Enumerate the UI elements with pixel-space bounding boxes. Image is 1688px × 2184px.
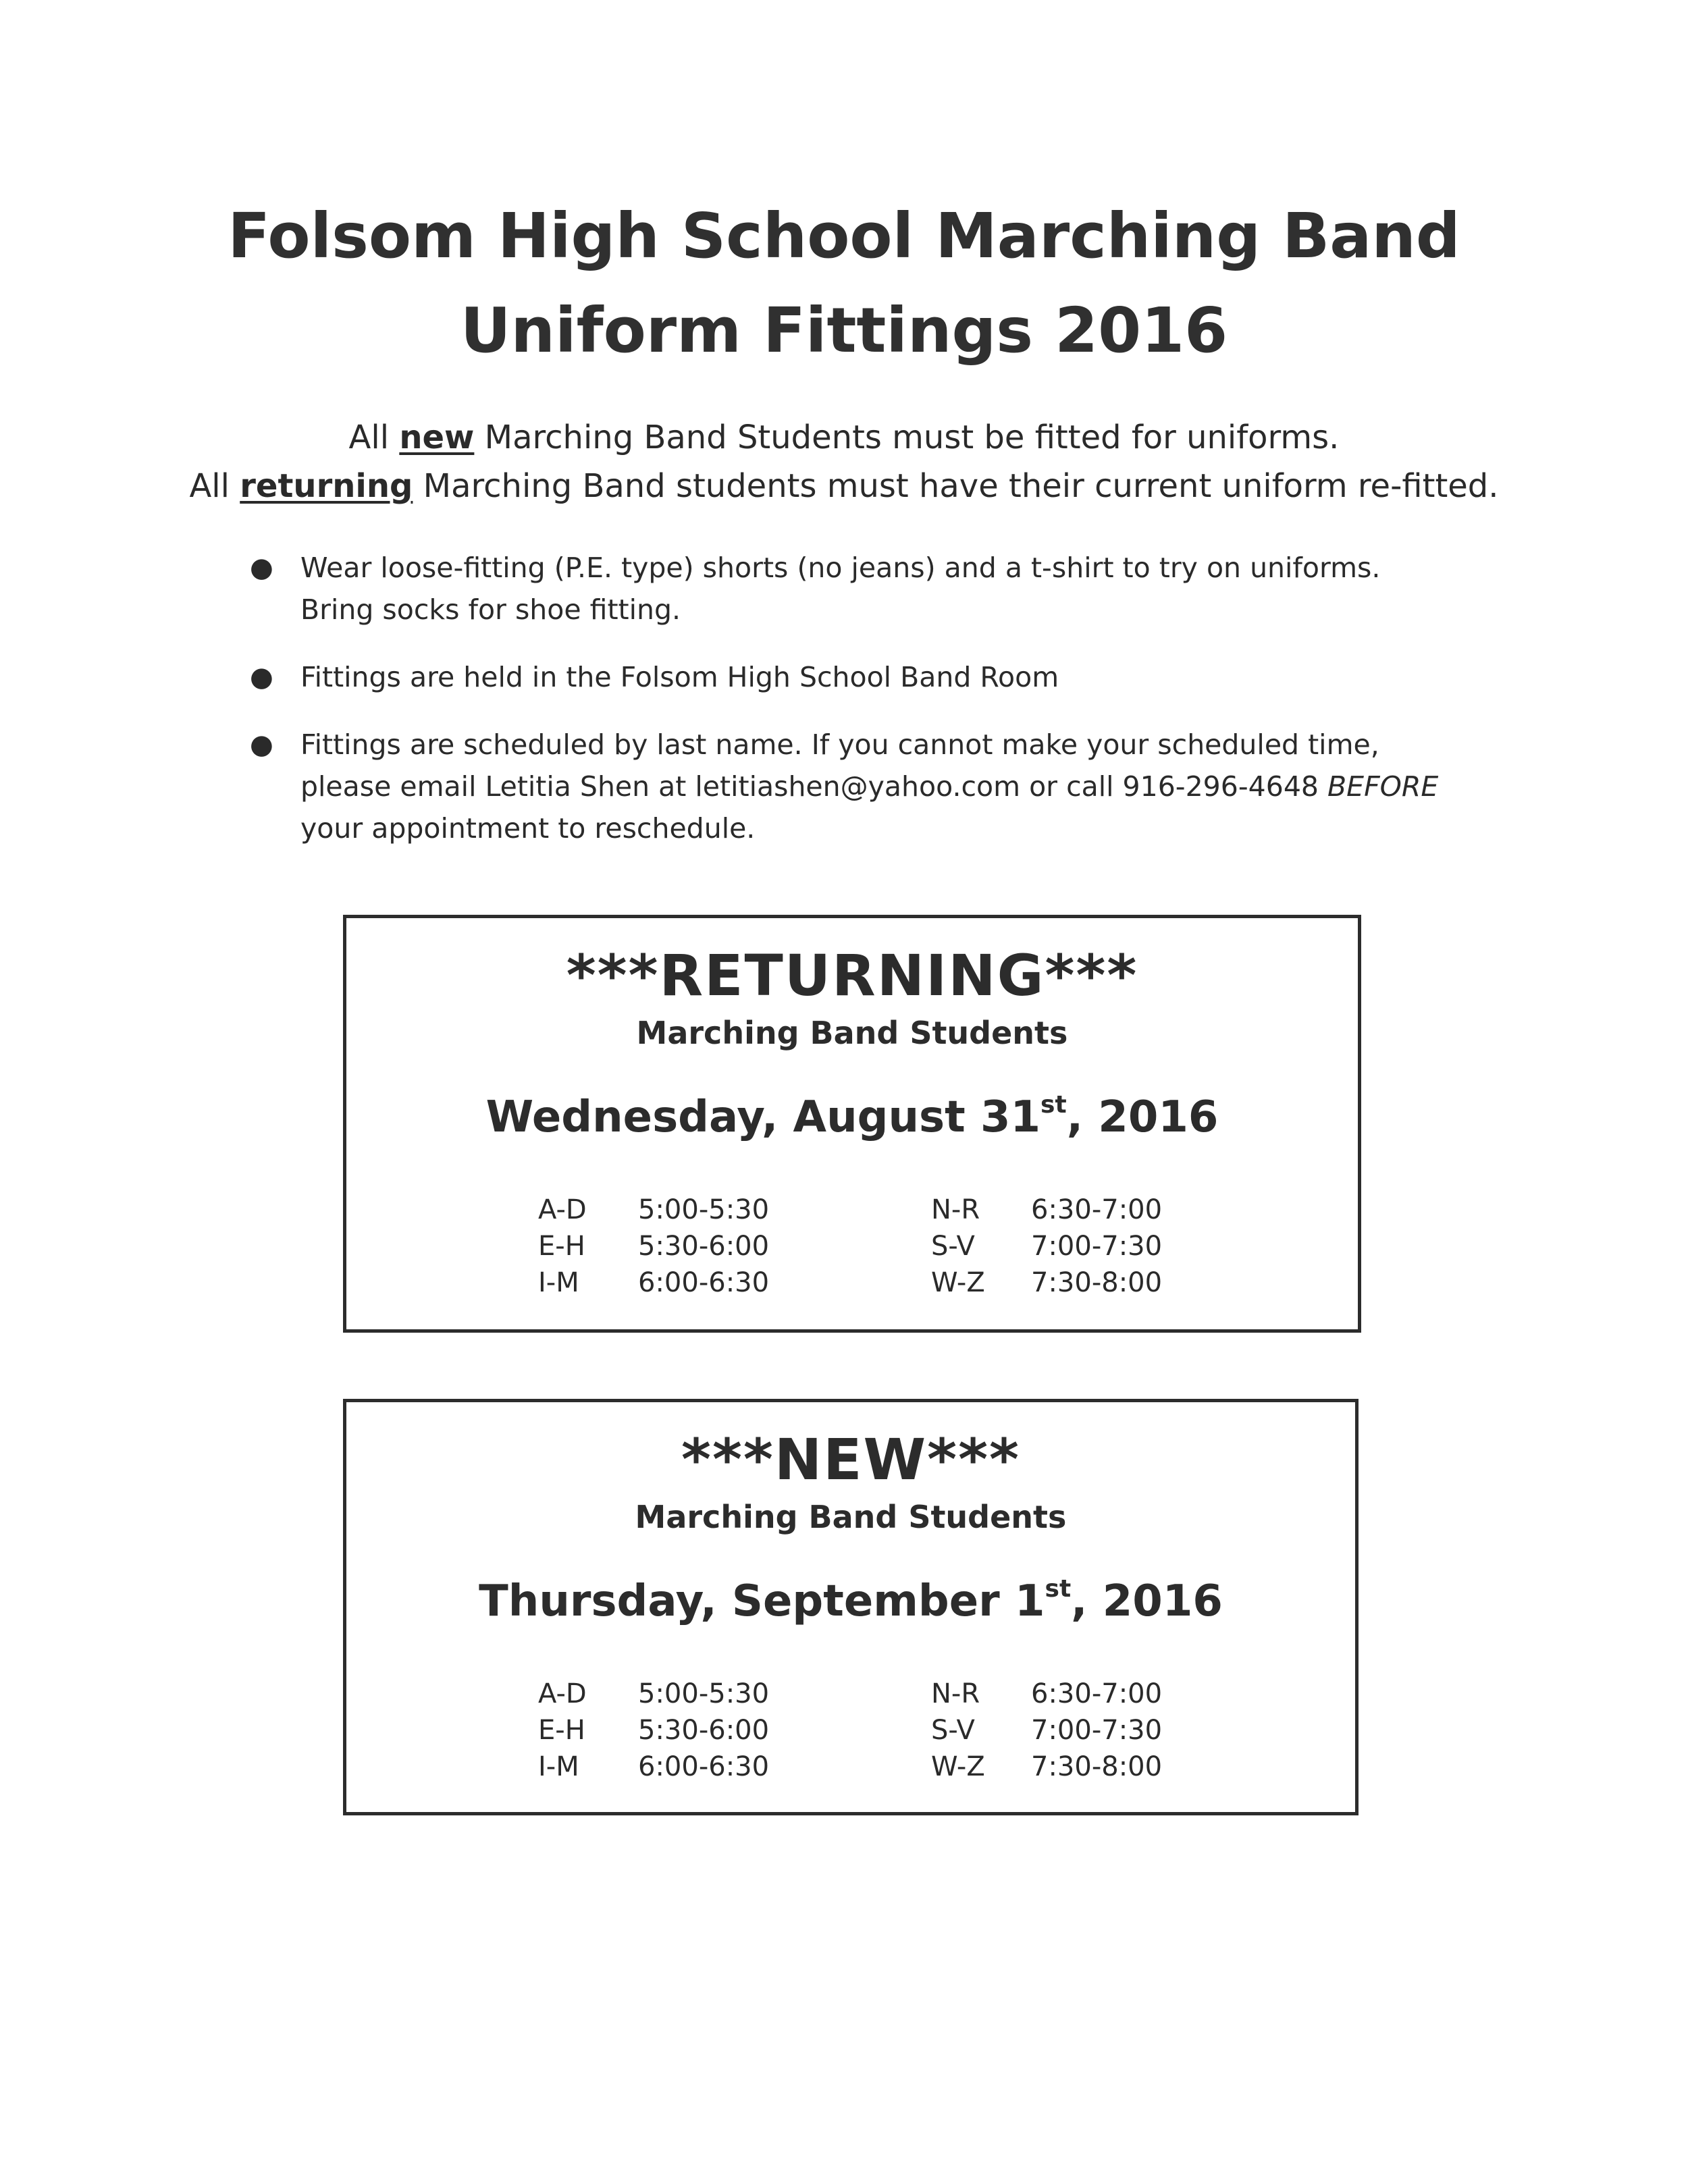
bullet-icon: ● <box>250 552 273 583</box>
time-slot: 6:00-6:30 <box>638 1267 770 1298</box>
name-range: E-H <box>538 1231 585 1262</box>
instruction-text: Wear loose-fitting (P.E. type) shorts (no jeans) and a t-shirt to try on uniforms. Bring socks for shoe fitting. <box>300 552 1381 626</box>
bullet-icon: ● <box>250 662 273 693</box>
schedule-row <box>931 1712 1207 1749</box>
time-slot: 7:00-7:30 <box>1031 1715 1163 1746</box>
schedule-heading: ***RETURNING*** <box>566 942 1138 1009</box>
intro-returning-students <box>0 462 1688 510</box>
date-text: Wednesday, August 31 <box>485 1092 1041 1142</box>
returning-students-schedule <box>343 915 1361 1333</box>
schedule-row <box>538 1749 814 1785</box>
schedule-row <box>931 1264 1207 1301</box>
new-students-schedule <box>343 1399 1359 1815</box>
name-range: A-D <box>538 1194 587 1225</box>
time-slot: 5:00-5:30 <box>638 1194 770 1225</box>
bullet-icon: ● <box>250 729 273 760</box>
schedule-date <box>346 1090 1358 1144</box>
schedule-table-right <box>931 1676 1207 1785</box>
schedule-row <box>931 1749 1207 1785</box>
schedule-table-right <box>931 1192 1207 1301</box>
schedule-row <box>538 1228 814 1264</box>
date-text: Thursday, September 1 <box>479 1576 1045 1626</box>
schedule-row <box>538 1264 814 1301</box>
schedule-row <box>538 1192 814 1228</box>
name-range: A-D <box>538 1678 587 1709</box>
name-range: E-H <box>538 1715 585 1746</box>
date-text: , 2016 <box>1066 1092 1219 1142</box>
schedule-table-left <box>538 1192 814 1301</box>
schedule-date <box>346 1574 1355 1628</box>
time-slot: 7:30-8:00 <box>1031 1267 1163 1298</box>
name-range: S-V <box>931 1715 975 1746</box>
schedule-subheading: Marching Band Students <box>636 1015 1068 1051</box>
instruction-text: Fittings are held in the Folsom High School Band Room <box>300 661 1059 693</box>
document-subtitle: Uniform Fittings 2016 <box>460 294 1228 367</box>
instruction-location <box>250 656 1452 698</box>
time-slot: 6:30-7:00 <box>1031 1678 1163 1709</box>
intro-text: Marching Band students must have their current uniform re-fitted. <box>413 467 1499 505</box>
time-slot: 7:30-8:00 <box>1031 1751 1163 1782</box>
time-slot: 5:30-6:00 <box>638 1715 770 1746</box>
name-range: N-R <box>931 1194 980 1225</box>
schedule-heading: ***NEW*** <box>681 1427 1020 1493</box>
time-slot: 6:30-7:00 <box>1031 1194 1163 1225</box>
instruction-text: your appointment to reschedule. <box>300 812 756 845</box>
emphasis-new: new <box>399 419 475 456</box>
schedule-table-left <box>538 1676 814 1785</box>
instruction-text: Fittings are scheduled by last name. If you cannot make your scheduled time, please email Letitia Shen at letitiashen@yahoo.com or call 916-296-4648 <box>300 728 1379 803</box>
time-slot: 5:00-5:30 <box>638 1678 770 1709</box>
schedule-row <box>538 1712 814 1749</box>
name-range: W-Z <box>931 1267 985 1298</box>
intro-text: All <box>189 467 240 505</box>
date-ordinal: st <box>1040 1091 1067 1119</box>
schedule-row <box>931 1192 1207 1228</box>
time-slot: 7:00-7:30 <box>1031 1231 1163 1262</box>
time-slot: 5:30-6:00 <box>638 1231 770 1262</box>
time-slot: 6:00-6:30 <box>638 1751 770 1782</box>
schedule-row <box>538 1676 814 1712</box>
name-range: N-R <box>931 1678 980 1709</box>
date-text: , 2016 <box>1071 1576 1223 1626</box>
intro-text: All <box>348 419 400 456</box>
instructions-list <box>250 547 1452 875</box>
date-ordinal: st <box>1045 1575 1072 1603</box>
emphasis-before: BEFORE <box>1327 770 1439 803</box>
instruction-reschedule <box>250 724 1452 849</box>
name-range: S-V <box>931 1231 975 1262</box>
name-range: W-Z <box>931 1751 985 1782</box>
intro-new-students <box>0 413 1688 462</box>
name-range: I-M <box>538 1267 579 1298</box>
name-range: I-M <box>538 1751 579 1782</box>
intro-text: Marching Band Students must be fitted for uniforms. <box>474 419 1340 456</box>
instruction-attire <box>250 547 1452 631</box>
emphasis-returning: returning <box>240 467 413 505</box>
schedule-row <box>931 1228 1207 1264</box>
document-title: Folsom High School Marching Band <box>228 200 1460 272</box>
schedule-row <box>931 1676 1207 1712</box>
schedule-subheading: Marching Band Students <box>635 1499 1067 1535</box>
